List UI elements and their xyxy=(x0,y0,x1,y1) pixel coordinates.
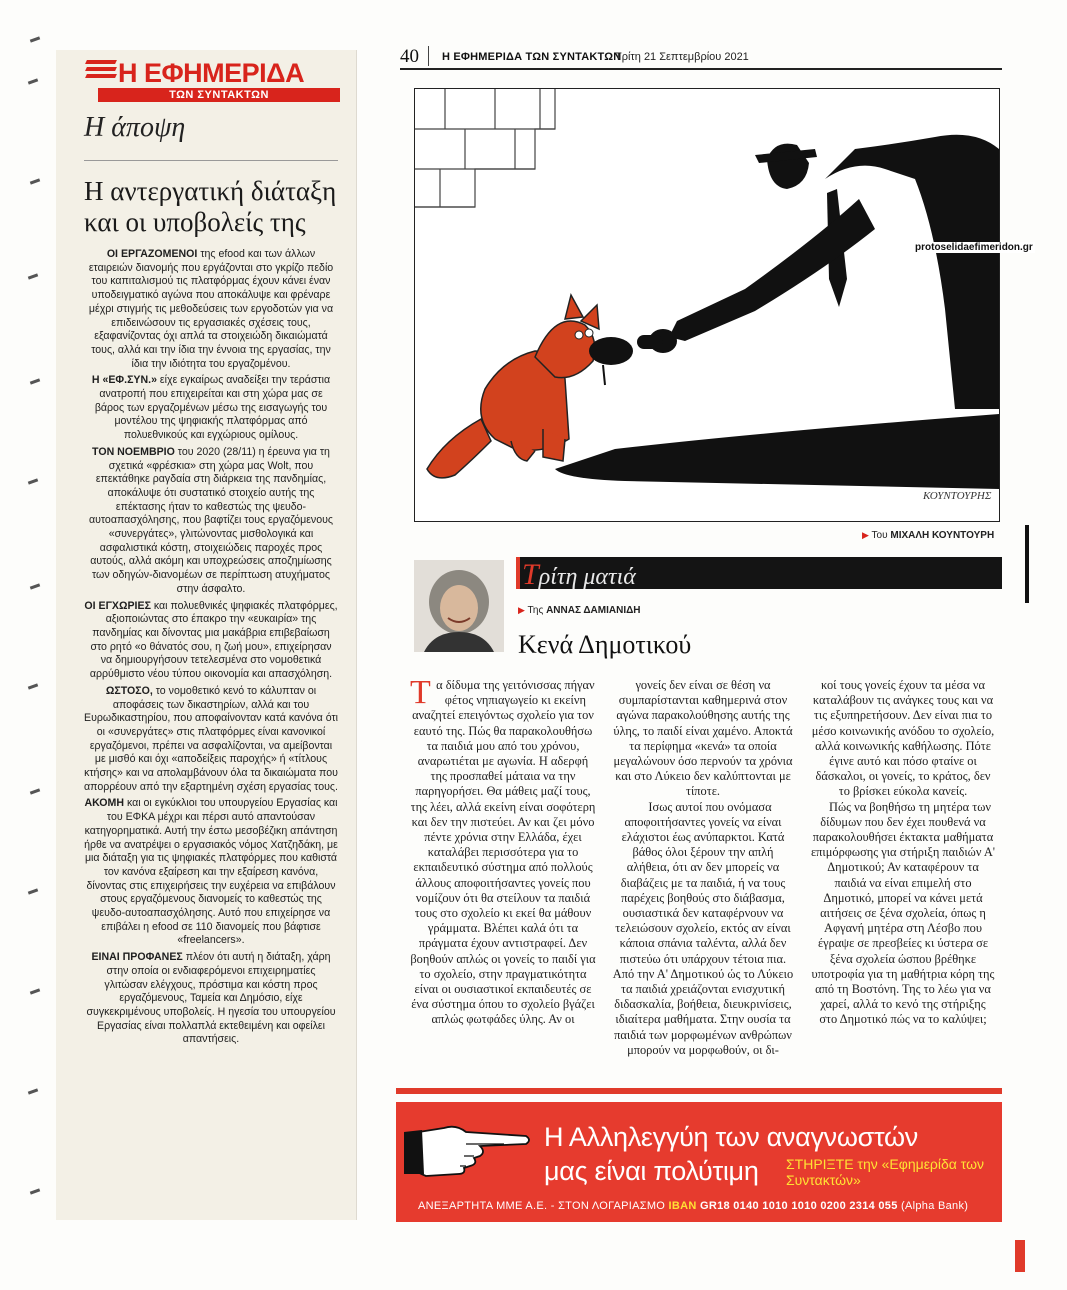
cartoon-illustration xyxy=(414,88,1000,522)
article-column-2 xyxy=(610,678,796,1058)
logo-speed-bars-icon xyxy=(86,60,116,88)
article-byline xyxy=(518,605,641,616)
paragraph-text: το νομοθετικό κενό το κάλυπταν οι αποφάσεις των δικαστηρίων, αλλά και του Ευρωδικαστηρίου, που αποφαίνονταν κατά κανόνα ότι οι «συνεργάτες» στις πλατφόρμες είναι κανονικοί εργαζόμενοι, πρέπει να ασφαλίζονται, να αμείβονται με μισθό και όχι «αποδείξεις παροχής» ή «τίτλους κτήσης» και να απολαμβάνουν όλα τα δικαιώματα που απορρέουν από την εξαρτημένη σχέση εργασίας τους. xyxy=(84,684,338,793)
margin-mark xyxy=(28,1088,38,1094)
paragraph-text: του 2020 (28/11) η έρευνα για τη σχετικά «φρέσκια» στη χώρα μας Wolt, που επεκτάθηκε ραγδαία στη διάρκεια της πανδημίας, αποκάλυψε ότι συστατικό στοιχείο αυτής της επέκτασης ήταν το καθεστώς της ψευδο-αυτοαπασχόλησης, που βαφτίζει τους εργαζόμενους «συνεργάτες», γλιτώνοντας μισθολογικά και ασφαλιστικά κόστη, στοιχειώδεις παροχές προς αυτούς, αλλά ακόμη και υποχρεώσεις αποζημίωσης των οδηγών-διανομέων σε περίπτωση ατυχήματος στην άσφαλτο. xyxy=(88,445,334,595)
paragraph-lead: ΑΚΟΜΗ xyxy=(84,797,124,810)
article-paragraph: Πώς να βοηθήσω τη μητέρα των δίδυμων που δεν έχει πουθενά να παρακολουθήσει έκτακτα μαθήματα επιμόρφωσης για στήριξη παιδιών Α' Δημοτικού; Αν καταφέρουν τα παιδιά να είναι επιμελή στο Δημοτικό, μπορεί να κάνει μετά αιτήσεις σε ξένα σχολεία, όπως η Αφγανή μητέρα στη Λέσβο που έγραψε σε πρεσβείες κι ύστερα σε ξένα σχολεία ώσπου βρέθηκε υποτροφία για τη μαθήτρια κόρη της από τη Βοστόνη. Της το λέω για να χαρεί, αλλά το κενό της στήριξης στο Δημοτικό πώς να το καλύψει; xyxy=(810,799,996,1027)
iban-label: IBAN xyxy=(668,1200,697,1212)
brick-wall xyxy=(415,89,555,207)
drop-cap: Τ xyxy=(410,674,431,711)
article-paragraph: κοί τους γονείς έχουν τα μέσα να καταλάβουν τις ανάγκες τους και να τις εξυπηρετήσουν. Δεν είναι πια το μέσο κοινωνικής ανόδου το σχολείο, αλλά κοινωνικής καθήλωσης. Πότε έγινε αυτό και πόσο φταίνε οι δάσκαλοι, οι γονείς, το κράτος, δεν το βρίσκει εύκολα κανείς. xyxy=(811,678,995,799)
margin-mark xyxy=(28,78,38,84)
banner-accent xyxy=(516,557,520,589)
pointing-hand-icon xyxy=(404,1114,534,1180)
credit-prefix: Του xyxy=(871,530,888,541)
editorial-paragraph xyxy=(84,951,338,1047)
edge-bar xyxy=(1025,525,1029,603)
iban-number: GR18 0140 1010 1010 0200 2314 055 xyxy=(699,1200,898,1212)
article-column-1 xyxy=(410,674,596,1028)
editorial-paragraph xyxy=(84,374,338,443)
byline-prefix: Της xyxy=(527,605,544,616)
article-column-3 xyxy=(810,678,996,1028)
header-date: Τρίτη 21 Σεπτεμβρίου 2021 xyxy=(615,51,749,63)
ad-company: ΑΝΕΞΑΡΤΗΤΑ ΜΜΕ Α.Ε. - ΣΤΟΝ ΛΟΓΑΡΙΑΣΜΟ xyxy=(418,1200,666,1212)
column-label-rest: ρίτη ματιά xyxy=(538,564,636,590)
margin-mark xyxy=(28,683,38,689)
article-paragraph: Ισως αυτοί που ονόμασα αποφοιτήσαντες γονείς να είναι ελάχιστοι έως ανύπαρκτοι. Κατά βάθος όλοι ξέρουν την απλή αλήθεια, ότι αν δεν μπορείς να διαβάζεις με τα παιδιά, ή να τους παρέχεις βοηθούς στο διάβασμα, ουσιαστικά δεν καταφέρνουν να τελειώσουν σχολείο, εκτός αν είναι κάποια σπάνια ταλέντα, αλλά δεν πιστεύω ότι υπάρχουν τέτοια πια. Από την Α' Δημοτικού ώς το Λύκειο τα παιδιά χρειάζονται ενισχυτική διδασκαλία, βοήθεια, διευκρινίσεις, ιδιαίτερα μαθήματα. Στην ουσία τα παιδιά των μορφωμένων ανθρώπων μπορούν να μορφωθούν, οι δι- xyxy=(612,799,794,1057)
support-prefix: ΣΤΗΡΙΞΤΕ την xyxy=(786,1156,878,1172)
margin-mark xyxy=(30,583,40,589)
cartoon-drawing xyxy=(415,89,999,521)
paragraph-text: της efood και των άλλων εταιρειών διανομής που εργάζονται στο γκρίζο πεδίο του καπιταλισμού τις πλατφόρμας έχουν κάνει έναν υποδειγματικό αγώνα που αποκάλυψε και φρέναρε μέχρι στιγμής τις μεθοδεύσεις των εργοδοτών για να επιδεινώσουν τις εργασιακές σχέσεις τους, εξαφανίζοντας όχι απλά τα στοιχειώδη δικαιώματά τους, αλλά και την ίδια την έννοια της εργασίας, την ίδια την ιδιότητα του εργαζομένου. xyxy=(88,248,334,370)
paragraph-text: και οι εγκύκλιοι του υπουργείου Εργασίας και του ΕΦΚΑ μέχρι και πέρσι αυτό απαντούσαν κατηγορηματικά. Αυτή την έστω μεσοβέζικη απάντηση ήρθε να ανατρέψει ο εργασιακός νόμος Χατζηδάκη, με μια διάταξη για τις ψηφιακές πλατφόρμες που καθιστά τον κανόνα εξαίρεση και την εξαίρεση κανόνα, δίνοντας στις επιχειρήσεις την ευχέρεια να επιβάλουν στους εργαζόμενους διανομείς το καθεστώς της ψευδο-αυτοαπασχόλησης. Αυτό που επιχείρησε να επιβάλει η efood σε 110 διανομείς που βάφτισε «freelancers». xyxy=(84,797,338,947)
cartoonist-signature: ΚΟΥΝΤΟΥΡΗΣ xyxy=(923,490,992,502)
page-number: 40 xyxy=(400,46,419,67)
paragraph-text: πλέον ότι αυτή η διάταξη, χάρη στην οποία οι ενδιαφερόμενοι επιχειρηματίες γλιτώσαν ελέγχους, πρόστιμα και κόστη προς εργαζόμενους, Ταμεία και Δημόσιο, είχε συγκεκριμένους υποβολείς. Η ηγεσία του υπουργείου Εργασίας είναι πολλαπλά εκτεθειμένη και οφείλει απαντήσεις. xyxy=(86,951,336,1046)
section-label: Η άποψη xyxy=(84,112,186,143)
header-paper-name: Η ΕΦΗΜΕΡΙΔΑ ΤΩΝ ΣΥΝΤΑΚΤΩΝ xyxy=(442,51,622,63)
ad-support-text xyxy=(786,1156,986,1188)
masthead-subname: ΤΩΝ ΣΥΝΤΑΚΤΩΝ xyxy=(98,88,340,102)
article-paragraph: γονείς δεν είναι σε θέση να συμπαρίστανται καθημερινά στον αγώνα παρακολούθησης αυτής της ύλης, το παιδί είναι χαμένο. Αποκτά τα περίφημα «κενά» τα οποία μεγαλώνουν όσο περνούν τα χρόνια και στο Λύκειο δεν καλύπτονται με τίποτε. xyxy=(613,678,793,799)
corner-red-bar xyxy=(1015,1240,1025,1272)
margin-mark xyxy=(30,378,40,384)
solidarity-ad xyxy=(396,1088,1002,1222)
watermark: protoselidaefimeridon.gr xyxy=(915,242,1033,253)
ad-headline-line2: μας είναι πολύτιμη xyxy=(544,1156,759,1186)
section-divider xyxy=(84,160,338,161)
margin-mark xyxy=(30,178,40,184)
dog-figure xyxy=(427,295,633,478)
editorial-body xyxy=(84,248,338,1050)
header-separator xyxy=(428,46,429,66)
editorial-paragraph xyxy=(84,600,338,682)
arrow-right-icon: ▶ xyxy=(518,605,525,615)
article-paragraph xyxy=(410,674,596,1028)
ad-bank-details xyxy=(418,1200,968,1212)
margin-mark xyxy=(28,273,38,279)
byline-author: ΑΝΝΑΣ ΔΑΜΙΑΝΙΔΗ xyxy=(546,605,641,616)
paragraph-text: και πολυεθνικές ψηφιακές πλατφόρμες, αξιοποιώντας στο έπακρο την «ευκαιρία» της πανδημίας και δίνοντας μια μακάβρια επιβεβαίωση στο ρητό «ο θάνατός σου, η ζωή μου», επιχείρησαν να δημιουργήσουν τετελεσμένα στο νομοθετικά αρρύθμιστο νέου τύπου οικονομία και απασχόληση. xyxy=(89,599,338,681)
margin-mark xyxy=(30,788,40,794)
arrow-right-icon: ▶ xyxy=(862,530,869,540)
credit-author: ΜΙΧΑΛΗ ΚΟΥΝΤΟΥΡΗ xyxy=(890,530,995,541)
margin-mark xyxy=(30,988,40,994)
shadow-body xyxy=(825,135,999,409)
margin-mark xyxy=(28,888,38,894)
article-title: Κενά Δημοτικού xyxy=(518,630,692,659)
paragraph-lead: ΟΙ ΕΡΓΑΖΟΜΕΝΟΙ xyxy=(106,248,198,260)
masthead-name: Η ΕΦΗΜΕΡΙΔΑ xyxy=(118,58,305,88)
paragraph-lead: ΤΟΝ ΝΟΕΜΒΡΙΟ xyxy=(92,445,175,458)
ad-headline-line1: Η Αλληλεγγύη των αναγνωστών xyxy=(544,1122,918,1152)
editorial-paragraph xyxy=(84,685,338,795)
microphone-icon xyxy=(637,335,663,349)
margin-mark xyxy=(30,1188,40,1194)
header-rule xyxy=(400,68,1002,70)
column-label xyxy=(522,558,636,592)
paragraph-text: είχε εγκαίρως αναδείξει την τεράστια ανατροπή που επιχειρείται και στη χώρα μας σε βάρος των εργαζομένων μέσω της εισαγωγής του μοντέλου της ψηφιακής πλατφόρμας από πολυεθνικούς και εγχώριους ομίλους. xyxy=(94,374,331,442)
editorial-headline: Η αντεργατική διάταξη και οι υποβολείς της xyxy=(84,176,337,237)
bank-name: (Alpha Bank) xyxy=(901,1200,969,1212)
ground-shadow xyxy=(555,414,999,489)
author-photo xyxy=(414,560,504,652)
paragraph-lead: Η «ΕΦ.ΣΥΝ.» xyxy=(91,374,157,387)
paragraph-lead: ΕΙΝΑΙ ΠΡΟΦΑΝΕΣ xyxy=(91,951,183,964)
ad-top-rule xyxy=(396,1088,1002,1094)
editorial-paragraph xyxy=(84,797,338,948)
paragraph-text: α δίδυμα της γειτόνισσας πήγαν φέτος νηπιαγωγείο κι εκείνη αναζητεί επειγόντως σχολείο για τον εαυτό της. Πώς θα παρακολουθήσω τα παιδιά μου από του χρόνου, αναρωτιέται με αγωνία. Η αδερφή της προσπαθεί μάταια να την παρηγορήσει. Θα μάθεις μαζί τους, της λέει, αλλά εκείνη είναι σοφότερη και δεν την πιστεύει. Αν και ζει μόνο πέντε χρόνια στην Ελλάδα, έχει καταλάβει περισσότερα για το εκπαιδευτικό σύστημα από πολλούς άλλους αποφοιτήσαντες γονείς που νομίζουν ότι θα στείλουν τα παιδιά τους στο σχολείο κι εκεί θα μάθουν γράμματα. Βλέπει καλά ότι τα πράγματα έχουν αντιστραφεί. Δεν βοηθούν απλώς οι γονείς το παιδί για το σχολείο, στην πραγματικότητα είναι οι ουσιαστικοί εκπαιδευτές σε ένα σύστημα όπου το σχολείο βγάζει απλώς φωτφάδες ύλης. Αν οι xyxy=(410,678,596,1027)
margin-mark xyxy=(30,36,40,42)
column-label-cap: Τ xyxy=(522,558,539,591)
support-rest: «Εφημερίδα των Συντακτών» xyxy=(786,1156,985,1188)
paragraph-lead: ΟΙ ΕΓΧΩΡΙΕΣ xyxy=(84,599,151,612)
paragraph-lead: ΩΣΤΟΣΟ, xyxy=(105,684,153,697)
editorial-paragraph xyxy=(84,248,338,371)
margin-mark xyxy=(28,478,38,484)
editorial-paragraph xyxy=(84,446,338,597)
cartoon-credit xyxy=(862,530,994,541)
